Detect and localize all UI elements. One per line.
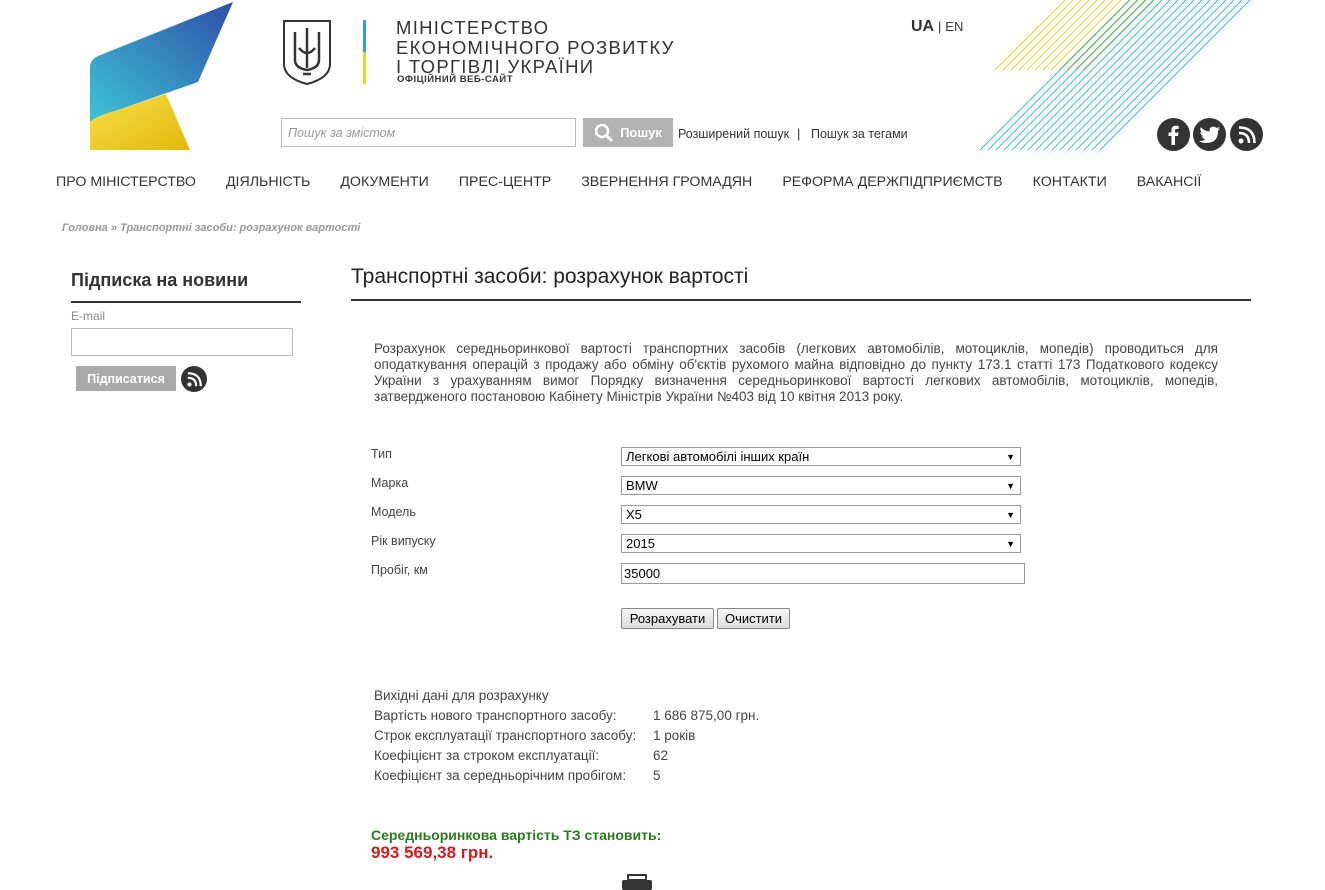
type-label: Тип xyxy=(371,447,392,461)
subscribe-title: Підписка на новини xyxy=(71,270,249,290)
rss-button[interactable] xyxy=(1230,118,1263,151)
mileage-input[interactable] xyxy=(621,563,1025,584)
ministry-name-line1: МІНІСТЕРСТВО xyxy=(396,17,550,38)
twitter-button[interactable] xyxy=(1193,118,1226,151)
site-logo-ribbon[interactable] xyxy=(88,2,238,150)
intro-text: Розрахунок середньоринкової вартості транспортних засобів (легкових автомобілів, мотоциклів, мопедів) проводиться для оподаткування операцій з продажу або обміну об'єктів рухомого майна відповідно до пункту 173.1 статті 173 Податкового кодексу України з урахуванням вимог Порядку визначення середньоринкової вартості легкових автомобілів, мотоциклів, мопедів, затвердженого постановою Кабінету Міністрів України №403 від 10 квітня 2013 року. xyxy=(374,341,1218,404)
breadcrumb-separator: » xyxy=(110,222,117,234)
search-button-label: Пошук xyxy=(620,125,662,140)
calculate-button[interactable]: Розрахувати xyxy=(621,608,714,629)
mileage-label: Пробіг, км xyxy=(371,563,428,577)
mileage-coef-value: 5 xyxy=(653,768,661,783)
model-select[interactable] xyxy=(621,505,1021,524)
model-label: Модель xyxy=(371,505,416,519)
search-icon xyxy=(594,123,614,143)
facebook-button[interactable] xyxy=(1157,118,1190,151)
print-icon[interactable] xyxy=(620,873,654,890)
lang-separator: | xyxy=(938,19,942,34)
language-switcher xyxy=(911,18,963,36)
subscribe-button[interactable]: Підписатися xyxy=(76,366,176,391)
lang-en[interactable]: EN xyxy=(945,19,964,34)
breadcrumb xyxy=(62,222,360,234)
rss-icon xyxy=(187,372,202,387)
search-input[interactable] xyxy=(281,118,576,147)
main-navigation xyxy=(56,174,1201,190)
new-cost-label: Вартість нового транспортного засобу: xyxy=(374,708,617,723)
brand-label: Марка xyxy=(371,476,409,490)
nav-item-citizen-appeals[interactable]: ЗВЕРНЕННЯ ГРОМАДЯН xyxy=(581,174,753,190)
dropdown-arrow-icon: ▼ xyxy=(1006,452,1015,462)
new-cost-value: 1 686 875,00 грн. xyxy=(653,708,760,723)
nav-item-contacts[interactable]: КОНТАКТИ xyxy=(1032,174,1107,190)
rss-icon xyxy=(1238,126,1256,144)
email-label: E-mail xyxy=(71,309,106,323)
coat-of-arms-icon xyxy=(281,18,333,86)
advanced-search-link[interactable]: Розширений пошук xyxy=(678,127,790,141)
breadcrumb-home[interactable]: Головна xyxy=(62,222,108,234)
type-select-value: Легкові автомобілі інших країн xyxy=(626,449,810,464)
rss-subscribe-button[interactable] xyxy=(181,366,207,392)
term-coef-label: Коефіцієнт за строком експлуатації: xyxy=(374,748,600,763)
search-button[interactable] xyxy=(583,118,673,147)
term-coef-value: 62 xyxy=(653,748,669,763)
email-field[interactable] xyxy=(71,328,293,356)
nav-item-documents[interactable]: ДОКУМЕНТИ xyxy=(340,174,429,190)
type-select[interactable] xyxy=(621,447,1021,466)
breadcrumb-current: Транспортні засоби: розрахунок вартості xyxy=(120,222,361,234)
brand-select[interactable] xyxy=(621,476,1021,495)
results-heading: Вихідні дані для розрахунку xyxy=(374,688,549,703)
dropdown-arrow-icon: ▼ xyxy=(1006,510,1015,520)
ministry-name-line3: І ТОРГІВЛІ УКРАЇНИ xyxy=(396,56,595,77)
final-value-label: Середньоринкова вартість ТЗ становить: xyxy=(371,827,662,843)
page-title: Транспортні засоби: розрахунок вартості xyxy=(351,265,749,288)
model-select-value: X5 xyxy=(626,507,642,522)
nav-item-about[interactable]: ПРО МІНІСТЕРСТВО xyxy=(56,174,196,190)
search-links-separator: | xyxy=(797,126,801,141)
ministry-subtitle: ОФІЦІЙНИЙ ВЕБ-САЙТ xyxy=(397,74,514,85)
brand-select-value: BMW xyxy=(626,478,658,493)
term-label: Строк експлуатації транспортного засобу: xyxy=(374,728,637,743)
nav-item-state-enterprise-reform[interactable]: РЕФОРМА ДЕРЖПІДПРИЄМСТВ xyxy=(782,174,1003,190)
ministry-color-bar xyxy=(363,20,366,84)
lang-ua[interactable]: UA xyxy=(911,18,935,35)
dropdown-arrow-icon: ▼ xyxy=(1006,539,1015,549)
term-value: 1 років xyxy=(653,728,696,743)
clear-button[interactable]: Очистити xyxy=(717,608,790,629)
year-select[interactable] xyxy=(621,534,1021,553)
year-label: Рік випуску xyxy=(371,534,436,548)
nav-item-vacancies[interactable]: ВАКАНСІЇ xyxy=(1136,174,1202,190)
nav-item-press-center[interactable]: ПРЕС-ЦЕНТР xyxy=(458,174,552,190)
year-select-value: 2015 xyxy=(626,536,655,551)
nav-item-activity[interactable]: ДІЯЛЬНІСТЬ xyxy=(225,174,311,190)
subscribe-divider xyxy=(71,301,301,303)
tag-search-link[interactable]: Пошук за тегами xyxy=(811,127,908,141)
mileage-coef-label: Коефіцієнт за середньорічним пробігом: xyxy=(374,768,627,783)
title-divider xyxy=(351,299,1251,301)
ministry-name-line2: ЕКОНОМІЧНОГО РОЗВИТКУ xyxy=(396,37,675,58)
twitter-icon xyxy=(1199,126,1221,144)
dropdown-arrow-icon: ▼ xyxy=(1006,481,1015,491)
facebook-icon xyxy=(1165,125,1183,145)
final-value: 993 569,38 грн. xyxy=(371,843,494,862)
